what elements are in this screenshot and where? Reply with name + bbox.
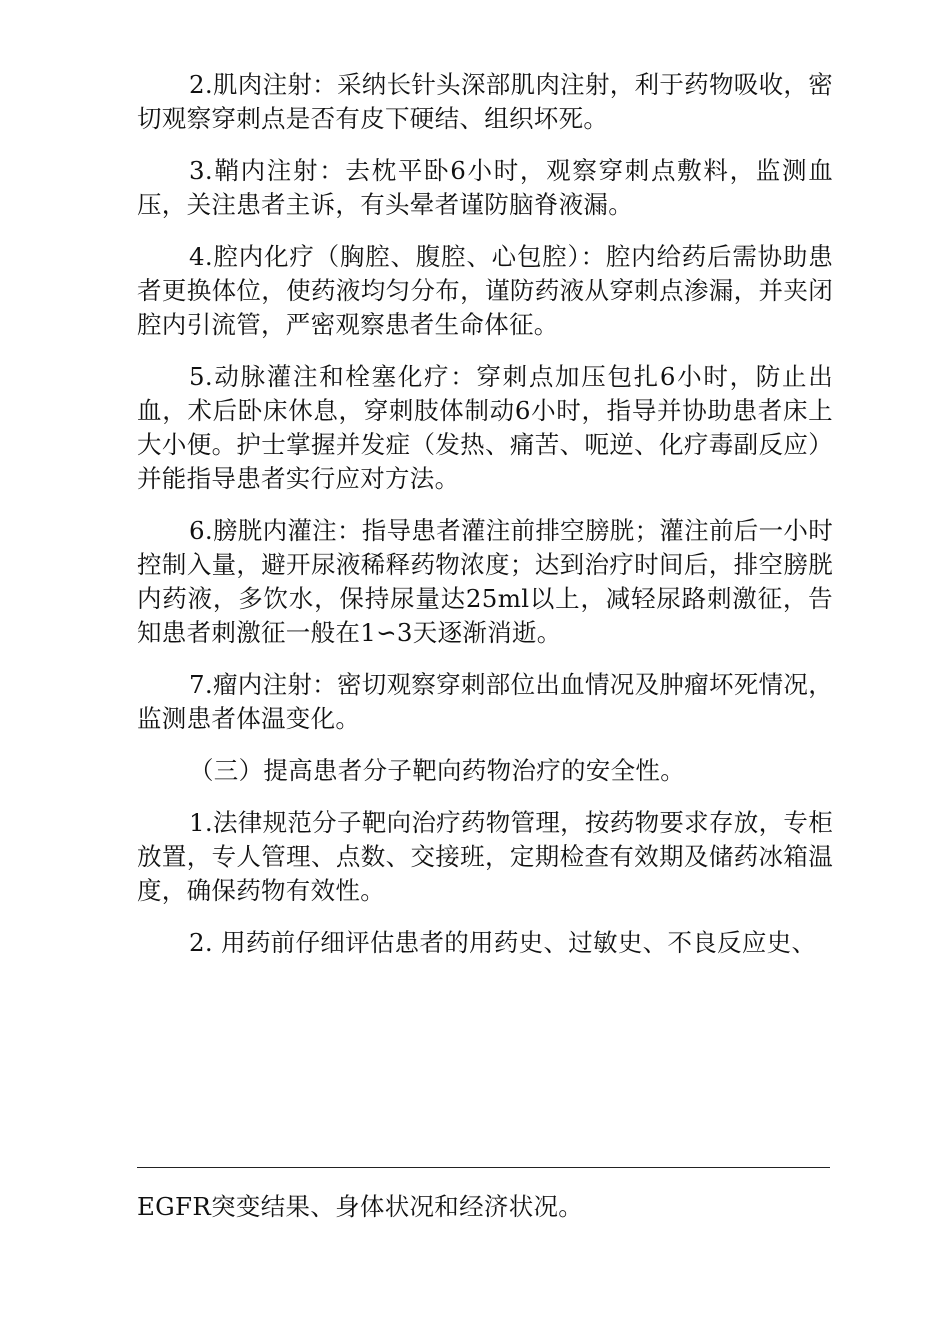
paragraph-drug-management: 1.法律规范分子靶向治疗药物管理，按药物要求存放，专柜放置，专人管理、点数、交接班，定期检查有效期及储药冰箱温度，确保药物有效性。: [137, 808, 833, 905]
body-text: [137, 68, 833, 978]
paragraph-pre-medication-assessment: 2. 用药前仔细评估患者的用药史、过敏史、不良反应史、: [189, 928, 817, 957]
section-heading-targeted-therapy: （三）提高患者分子靶向药物治疗的安全性。: [189, 756, 685, 785]
paragraph-intracavitary-chemotherapy: 4.腔内化疗（胸腔、腹腔、心包腔）：腔内给药后需协助患者更换体位，使药液均匀分布，谨防药液从穿刺点渗漏，并夹闭腔内引流管，严密观察患者生命体征。: [137, 242, 833, 339]
footnote-divider: [137, 1167, 830, 1168]
paragraph-intrathecal-injection: 3.鞘内注射：去枕平卧6小时，观察穿刺点敷料，监测血压，关注患者主诉，有头晕者谨防脑脊液漏。: [137, 156, 833, 219]
paragraph-intratumoral-injection: 7.瘤内注射：密切观察穿刺部位出血情况及肿瘤坏死情况，监测患者体温变化。: [137, 670, 833, 733]
continuation-text: EGFR突变结果、身体状况和经济状况。: [137, 1192, 584, 1221]
paragraph-arterial-infusion: 5.动脉灌注和栓塞化疗：穿刺点加压包扎6小时，防止出血，术后卧床休息，穿刺肢体制动6小时，指导并协助患者床上大小便。护士掌握并发症（发热、痛苦、呃逆、化疗毒副反应）并能指导患者实行应对方法。: [137, 362, 833, 493]
paragraph-bladder-instillation: 6.膀胱内灌注：指导患者灌注前排空膀胱；灌注前后一小时控制入量，避开尿液稀释药物浓度；达到治疗时间后，排空膀胱内药液，多饮水，保持尿量达25ml以上，减轻尿路刺激征，告知患者刺激征一般在1∽3天逐渐消逝。: [137, 516, 833, 647]
paragraph-intramuscular-injection: 2.肌肉注射：采纳长针头深部肌肉注射，利于药物吸收，密切观察穿刺点是否有皮下硬结、组织坏死。: [137, 70, 833, 133]
